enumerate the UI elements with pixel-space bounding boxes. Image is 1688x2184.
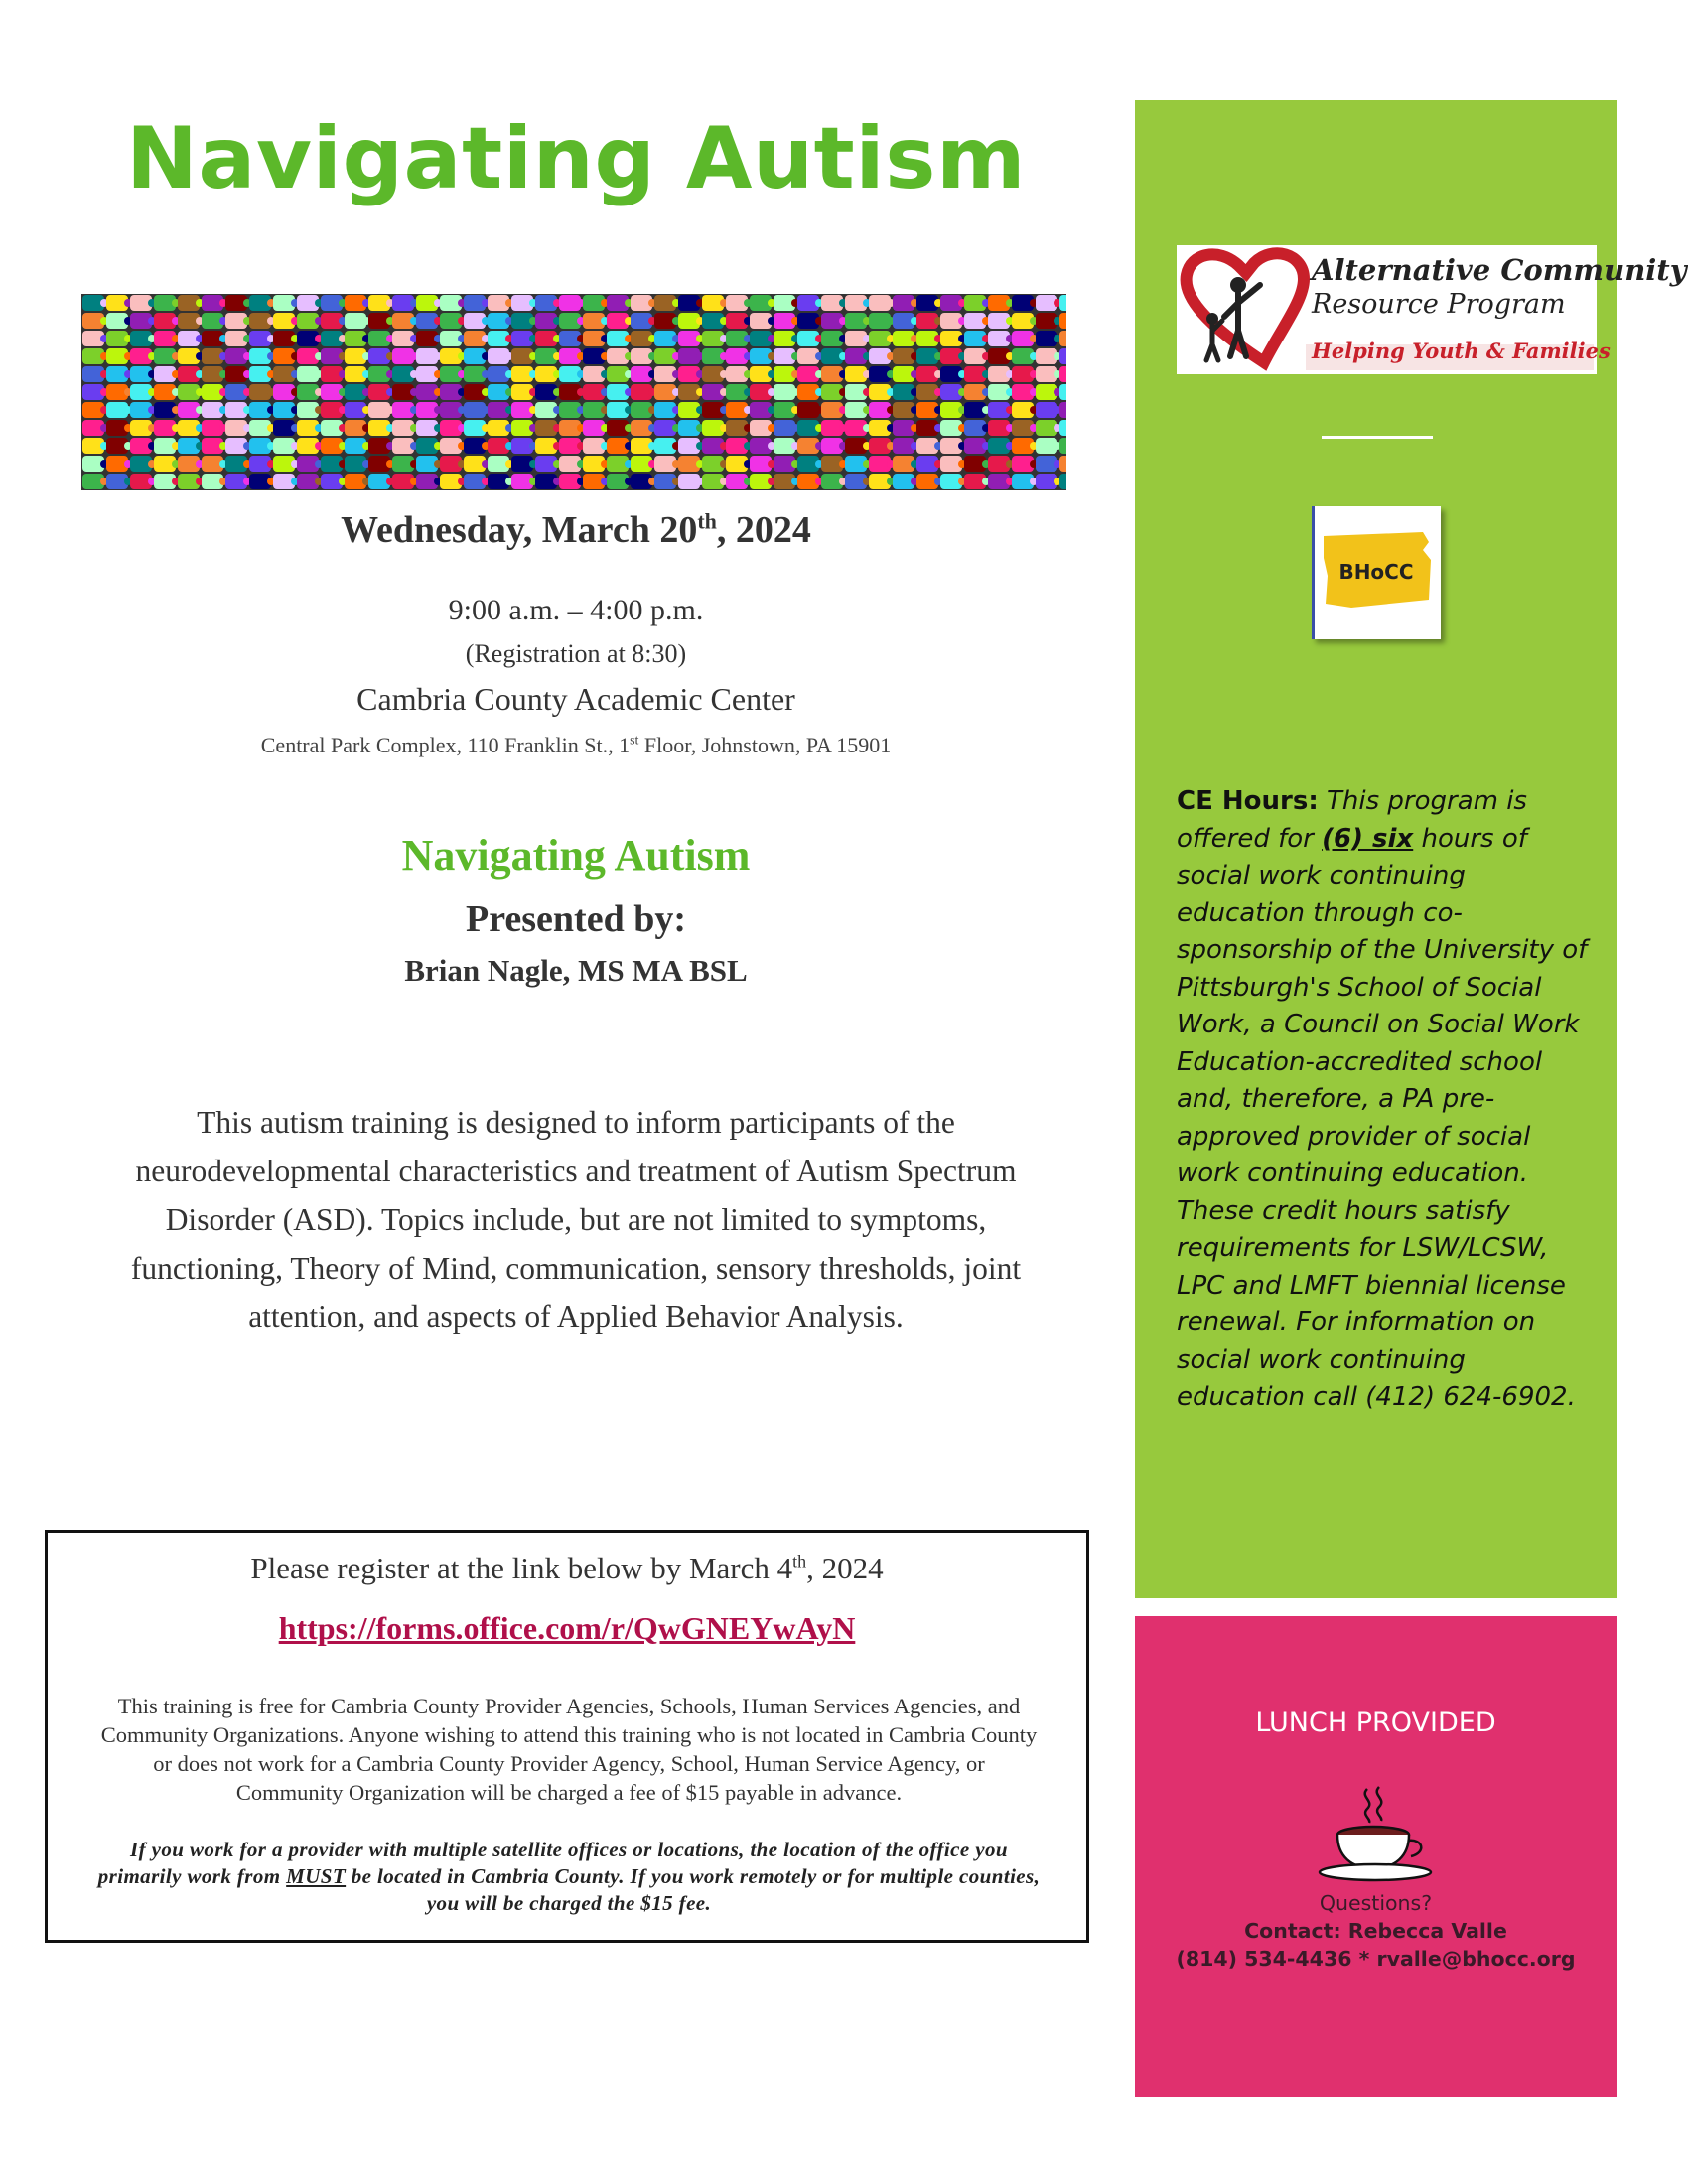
acrp-logo-tagline: Helping Youth & Families	[1312, 339, 1611, 363]
questions-label: Questions?	[1319, 1891, 1433, 1915]
presented-by-label: Presented by:	[466, 898, 686, 940]
puzzle-mosaic-banner	[81, 294, 1066, 490]
bhocc-logo-text: BHoCC	[1338, 560, 1414, 584]
registration-fee-note: This training is free for Cambria County Provider Agencies, Schools, Human Services Agencies, and Community Organizations. Anyone wishing to attend this training who is not located in Cambria County or does not work for a Cambria County Provider Agency, School, Human Service Agency, or Community Organization will be charged a fee of $15 payable in advance.	[100, 1694, 1038, 1805]
event-date: Wednesday, March 20th, 2024	[341, 508, 811, 551]
lunch-panel	[1135, 1616, 1617, 2097]
acrp-logo	[1177, 245, 1687, 374]
registration-link[interactable]: https://forms.office.com/r/QwGNEYwAyN	[278, 1610, 856, 1646]
session-title: Navigating Autism	[401, 831, 751, 880]
event-address: Central Park Complex, 110 Franklin St., 1st Floor, Johnstown, PA 15901	[260, 733, 892, 757]
bhocc-logo	[1312, 506, 1441, 639]
registration-warning: If you work for a provider with multiple satellite offices or locations, the location of the office you primarily work from MUST be located in Cambria County. If you work remotely or for multiple counties, you will be charged the $15 fee.	[97, 1838, 1041, 1915]
ce-hours-panel	[1135, 100, 1687, 1598]
page-title: Navigating Autism	[125, 109, 1027, 208]
registration-box	[45, 1530, 1089, 1943]
coffee-cup-icon	[1316, 1783, 1439, 1882]
event-venue: Cambria County Academic Center	[356, 681, 795, 717]
session-description: This autism training is designed to inform participants of the neurodevelopmental characteristics and treatment of Autism Spectrum Disorder (ASD). Topics include, but are not limited to symptoms, functioning, Theory of Mind, communication, sensory thresholds, joint attention, and aspects of Applied Behavior Analysis.	[130, 1105, 1022, 1334]
panel-divider	[1322, 436, 1433, 439]
acrp-logo-line2: Resource Program	[1312, 289, 1566, 320]
lunch-title: LUNCH PROVIDED	[1255, 1707, 1496, 1738]
acrp-logo-line1: Alternative Community	[1312, 253, 1687, 287]
ce-hours-text: CE Hours: This program is offered for (6) six hours of social work continuing education through co-sponsorship of the University of Pittsburgh's School of Social Work, a Council on Social Work Education-accredited school and, therefore, a PA pre-approved provider of social work continuing education. These credit hours satisfy requirements for LSW/LCSW, LPC and LMFT biennial license renewal. For information on social work continuing education call (412) 624-6902.	[1177, 786, 1588, 1412]
event-time: 9:00 a.m. – 4:00 p.m.	[448, 594, 704, 626]
contact-name: Contact: Rebecca Valle	[1244, 1919, 1507, 1943]
contact-phone-email[interactable]: (814) 534-4436 * rvalle@bhocc.org	[1176, 1947, 1576, 1971]
presenter-name: Brian Nagle, MS MA BSL	[404, 953, 748, 988]
registration-time: (Registration at 8:30)	[465, 639, 687, 668]
registration-deadline: Please register at the link below by March 4th, 2024	[250, 1551, 884, 1585]
